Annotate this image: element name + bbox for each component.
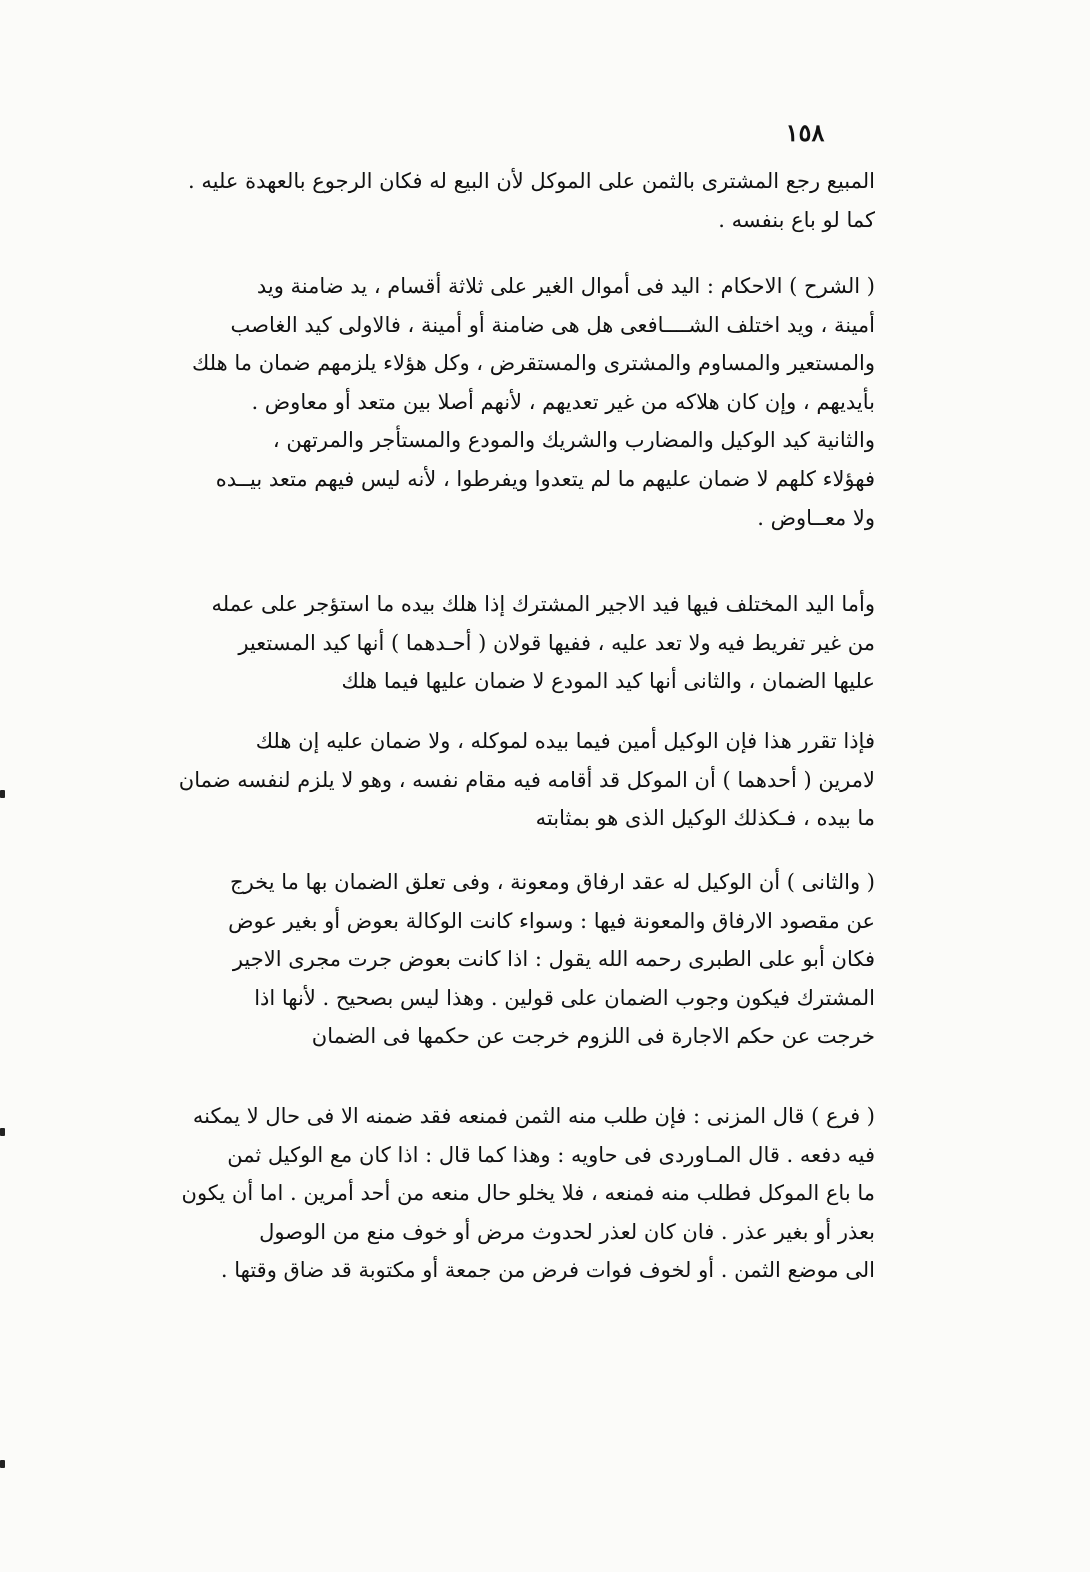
- text-line: لامرين ( أحدهما ) أن الموكل قد أقامه فيه مقام نفسه ، وهو لا يلزم لنفسه ضمان: [178, 767, 875, 792]
- scan-mark: [0, 790, 5, 798]
- paragraph: [150, 722, 875, 838]
- paragraph: [150, 585, 875, 701]
- text-line: بأيديهم ، وإن كان هلاكه من غير تعديهم ، لأنهم أصلا بين متعد أو معاوض .: [251, 389, 875, 414]
- text-line: ولا معــاوض .: [757, 505, 875, 530]
- text-line: عن مقصود الارفاق والمعونة فيها : وسواء كانت الوكالة بعوض أو بغير عوض: [228, 908, 875, 933]
- text-line: المشترك فيكون وجوب الضمان على قولين . وهذا ليس بصحيح . لأنها اذا: [254, 985, 875, 1010]
- paragraph: [150, 1097, 875, 1290]
- text-line: فهؤلاء كلهم لا ضمان عليهم ما لم يتعدوا ويفرطوا ، لأنه ليس فيهم متعد بيــده: [215, 466, 875, 491]
- text-line: بعذر أو بغير عذر . فان كان لعذر لحدوث مرض أو خوف منع من الوصول: [259, 1219, 875, 1244]
- paragraph: [150, 863, 875, 1056]
- text-line: فكان أبو على الطبرى رحمه الله يقول : اذا كانت بعوض جرت مجرى الاجير: [232, 947, 875, 972]
- text-line: خرجت عن حكم الاجارة فى اللزوم خرجت عن حكمها فى الضمان: [311, 1024, 875, 1049]
- text-line: والمستعير والمساوم والمشترى والمستقرض ، وكل هؤلاء يلزمهم ضمان ما هلك: [191, 351, 875, 376]
- text-line: فيه دفعه . قال المـاوردى فى حاويه : وهذا كما قال : اذا كان مع الوكيل ثمن: [227, 1142, 875, 1167]
- paragraph: [150, 162, 875, 239]
- scan-mark: [0, 1460, 5, 1468]
- text-line: كما لو باع بنفسه .: [718, 207, 875, 232]
- text-line: المبيع رجع المشترى بالثمن على الموكل لأن البيع له فكان الرجوع بالعهدة عليه .: [188, 169, 875, 193]
- text-line: فإذا تقرر هذا فإن الوكيل أمين فيما بيده لموكله ، ولا ضمان عليه إن هلك: [255, 729, 875, 753]
- scan-mark: [0, 1128, 5, 1136]
- page-number: ١٥٨: [785, 118, 825, 147]
- text-line: الى موضع الثمن . أو لخوف فوات فرض من جمعة أو مكتوبة قد ضاق وقتها .: [220, 1258, 875, 1283]
- text-line: عليها الضمان ، والثانى أنها كيد المودع لا ضمان عليها فيما هلك: [341, 669, 875, 694]
- text-line: ( والثانى ) أن الوكيل له عقد ارفاق ومعونة ، وفى تعلق الضمان بها ما يخرج: [230, 870, 875, 894]
- text-line: والثانية كيد الوكيل والمضارب والشريك والمودع والمستأجر والمرتهن ،: [272, 428, 875, 453]
- paragraph: [150, 267, 875, 537]
- text-line: ( فرع ) قال المزنى : فإن طلب منه الثمن فمنعه فقد ضمنه الا فى حال لا يمكنه: [192, 1104, 875, 1128]
- text-line: ما بيده ، فـكذلك الوكيل الذى هو بمثابته: [535, 806, 875, 831]
- text-line: ما باع الموكل فطلب منه فمنعه ، فلا يخلو حال منعه من أحد أمرين . اما أن يكون: [181, 1181, 875, 1206]
- text-line: أمينة ، ويد اختلف الشــــافعى هل هى ضامنة أو أمينة ، فالاولى كيد الغاصب: [230, 312, 875, 337]
- text-line: ( الشرح ) الاحكام : اليد فى أموال الغير على ثلاثة أقسام ، يد ضامنة ويد: [256, 274, 875, 298]
- text-line: وأما اليد المختلف فيها فيد الاجير المشترك إذا هلك بيده ما استؤجر على عمله: [211, 592, 875, 616]
- text-line: من غير تفريط فيه ولا تعد عليه ، ففيها قولان ( أحـدهما ) أنها كيد المستعير: [238, 630, 875, 655]
